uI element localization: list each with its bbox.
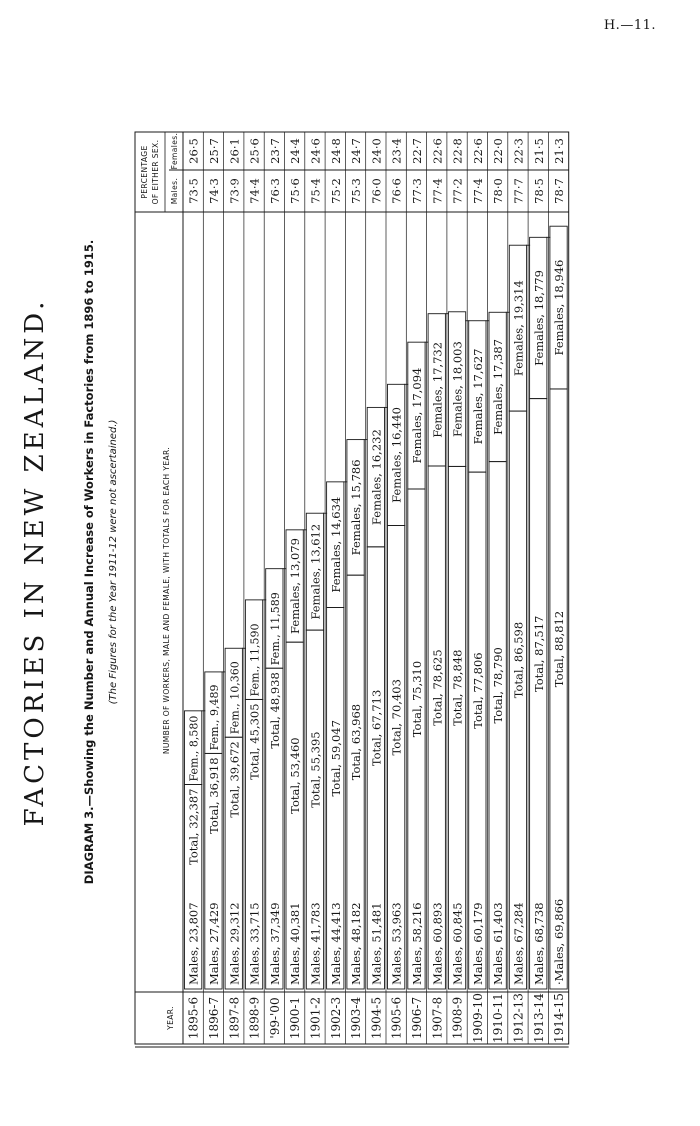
female-percent: 25·7 xyxy=(206,138,221,164)
year-label: 1897-8 xyxy=(227,996,242,1040)
male-percent: 76·6 xyxy=(389,178,404,204)
female-value-label: Females, 13,612 xyxy=(308,523,323,620)
female-value-label: Females, 18,003 xyxy=(450,341,465,438)
female-percent: 23·7 xyxy=(267,138,282,164)
male-percent: 73·5 xyxy=(186,178,201,204)
year-label: 1896-7 xyxy=(206,996,221,1040)
percentage-header-line1: PERCENTAGE xyxy=(140,145,149,199)
year-label: 1910-11 xyxy=(491,993,506,1043)
year-label: 1904-5 xyxy=(369,996,384,1040)
year-label: 1908-9 xyxy=(450,996,465,1040)
total-value-label: Total, 36,918 xyxy=(206,757,221,834)
female-value-label: Females, 17,732 xyxy=(430,341,445,438)
total-value-label: Total, 67,713 xyxy=(369,689,384,767)
female-percent: 22·8 xyxy=(450,138,465,164)
male-percent: 76·3 xyxy=(267,178,282,204)
rotated-diagram xyxy=(0,42,567,1082)
male-percent: 78·0 xyxy=(491,178,506,204)
male-value-label: Males, 58,216 xyxy=(409,902,424,985)
female-value-label: Females, 18,779 xyxy=(531,270,546,366)
year-label: 1900-1 xyxy=(288,996,303,1040)
total-value-label: Total, 59,047 xyxy=(328,720,343,797)
female-percent: 22·3 xyxy=(511,138,526,164)
male-percent: 78·5 xyxy=(531,178,546,204)
female-value-label: Fem., 11,590 xyxy=(248,623,262,697)
male-percent: 77·3 xyxy=(409,178,424,204)
female-percent: 21·3 xyxy=(552,138,567,164)
female-value-label: Females, 16,232 xyxy=(369,429,384,526)
female-value-label: Females, 17,094 xyxy=(409,367,424,464)
total-value-label: Total, 48,938 xyxy=(267,672,282,749)
female-value-label: Females, 15,786 xyxy=(349,459,364,556)
male-percent: 78·7 xyxy=(552,178,567,204)
male-value-label: Males, 29,312 xyxy=(227,902,242,985)
male-value-label: Males, 61,403 xyxy=(491,902,506,985)
male-value-label: ·Males, 69,866 xyxy=(552,898,567,985)
percentage-header-line2: OF EITHER SEX. xyxy=(151,139,160,205)
female-percent: 25·6 xyxy=(247,138,262,164)
year-label: 1907-8 xyxy=(430,996,445,1040)
male-value-label: Males, 60,893 xyxy=(430,902,445,985)
year-label: 1909-10 xyxy=(470,993,485,1043)
male-percent: 76·0 xyxy=(369,178,384,204)
female-percent: 23·4 xyxy=(389,138,404,164)
male-value-label: Males, 44,413 xyxy=(328,902,343,985)
female-percent: 24·0 xyxy=(369,138,384,164)
year-label: 1902-3 xyxy=(328,996,343,1040)
factory-workers-chart xyxy=(0,42,567,1082)
female-percent: 24·8 xyxy=(328,138,343,164)
total-value-label: Total, 78,848 xyxy=(450,649,465,726)
female-percent: 22·6 xyxy=(470,138,485,164)
workers-header: NUMBER OF WORKERS, MALE AND FEMALE, WITH TOTALS FOR EACH YEAR. xyxy=(162,446,171,755)
total-value-label: Total, 32,387 xyxy=(186,788,201,865)
female-percent: 24·6 xyxy=(308,138,323,164)
female-percent: 24·4 xyxy=(288,138,303,164)
females-percent-header: Females. xyxy=(170,132,179,170)
total-value-label: Total, 75,310 xyxy=(409,660,424,738)
total-value-label: Total, 53,460 xyxy=(288,737,303,814)
total-value-label: Total, 78,790 xyxy=(491,647,506,724)
female-value-label: Females, 19,314 xyxy=(511,280,526,377)
year-label: '99-'00 xyxy=(267,997,282,1039)
males-percent-header: Males. xyxy=(170,177,179,205)
male-value-label: Males, 48,182 xyxy=(349,902,364,985)
total-value-label: Total, 78,625 xyxy=(430,649,445,726)
female-value-label: Females, 18,946 xyxy=(552,259,567,356)
female-percent: 22·7 xyxy=(409,138,424,164)
male-value-label: Males, 27,429 xyxy=(206,902,221,985)
diagram-subtitle: DIAGRAM 3.—Showing the Number and Annual Increase of Workers in Factories from 1896 to 1915. xyxy=(82,239,96,885)
female-value-label: Fem., 9,489 xyxy=(207,684,221,751)
diagram-title: FACTORIES IN NEW ZEALAND. xyxy=(20,297,50,827)
total-value-label: Total, 55,395 xyxy=(308,731,323,808)
female-percent: 24·7 xyxy=(349,138,364,164)
female-value-label: Females, 17,387 xyxy=(491,339,506,435)
total-value-label: Total, 70,403 xyxy=(389,679,404,756)
total-value-label: Total, 87,517 xyxy=(531,615,546,693)
page-reference: H.—11. xyxy=(603,18,656,33)
male-value-label: Males, 37,349 xyxy=(267,902,282,985)
female-percent: 22·0 xyxy=(491,138,506,164)
male-percent: 77·2 xyxy=(450,178,465,204)
male-percent: 75·3 xyxy=(349,178,364,204)
total-value-label: Total, 88,812 xyxy=(552,610,567,688)
year-label: 1898-9 xyxy=(247,996,262,1040)
female-percent: 21·5 xyxy=(531,138,546,164)
male-percent: 73·9 xyxy=(227,178,242,204)
male-value-label: Males, 68,738 xyxy=(531,902,546,985)
male-percent: 77·7 xyxy=(511,178,526,204)
male-percent: 75·2 xyxy=(328,178,343,204)
male-value-label: Males, 60,845 xyxy=(450,902,465,985)
total-value-label: Total, 86,598 xyxy=(511,621,526,699)
female-value-label: Females, 16,440 xyxy=(389,406,404,503)
female-value-label: Fem., 11,589 xyxy=(268,592,282,666)
female-value-label: Fem., 8,580 xyxy=(187,715,201,782)
female-value-label: Fem., 10,360 xyxy=(228,661,242,735)
diagram-note: (The Figures for the Year 1911-12 were not ascertained.) xyxy=(108,419,119,705)
total-value-label: Total, 77,806 xyxy=(470,652,485,729)
female-percent: 22·6 xyxy=(430,138,445,164)
male-value-label: Males, 51,481 xyxy=(369,902,384,985)
male-bar xyxy=(530,399,547,989)
female-percent: 26·1 xyxy=(227,138,242,164)
female-value-label: Females, 17,627 xyxy=(470,348,485,445)
total-value-label: Total, 45,305 xyxy=(247,703,262,780)
total-value-label: Total, 63,968 xyxy=(349,703,364,781)
year-label: 1903-4 xyxy=(349,996,364,1040)
year-header: YEAR. xyxy=(166,1006,175,1030)
female-value-label: Females, 14,634 xyxy=(328,496,343,593)
year-label: 1912-13 xyxy=(511,993,526,1043)
male-percent: 74·4 xyxy=(247,178,262,204)
male-percent: 77·4 xyxy=(470,178,485,204)
male-value-label: Males, 67,284 xyxy=(511,902,526,985)
male-value-label: Males, 41,783 xyxy=(308,902,323,985)
female-value-label: Females, 13,079 xyxy=(288,538,303,634)
year-label: 1913-14 xyxy=(531,993,546,1043)
year-label: 1914-15 xyxy=(552,993,567,1043)
male-percent: 75·6 xyxy=(288,178,303,204)
male-percent: 74·3 xyxy=(206,178,221,204)
male-percent: 75·4 xyxy=(308,178,323,204)
male-value-label: Males, 40,381 xyxy=(288,902,303,985)
year-label: 1895-6 xyxy=(186,996,201,1040)
year-label: 1905-6 xyxy=(389,996,404,1040)
year-label: 1906-7 xyxy=(409,996,424,1040)
male-value-label: Males, 60,179 xyxy=(470,902,485,985)
total-value-label: Total, 39,672 xyxy=(227,741,242,818)
male-percent: 77·4 xyxy=(430,178,445,204)
male-value-label: Males, 23,807 xyxy=(186,902,201,985)
male-value-label: Males, 53,963 xyxy=(389,902,404,985)
female-percent: 26·5 xyxy=(186,138,201,164)
year-label: 1901-2 xyxy=(308,996,323,1040)
male-value-label: Males, 33,715 xyxy=(247,902,262,985)
